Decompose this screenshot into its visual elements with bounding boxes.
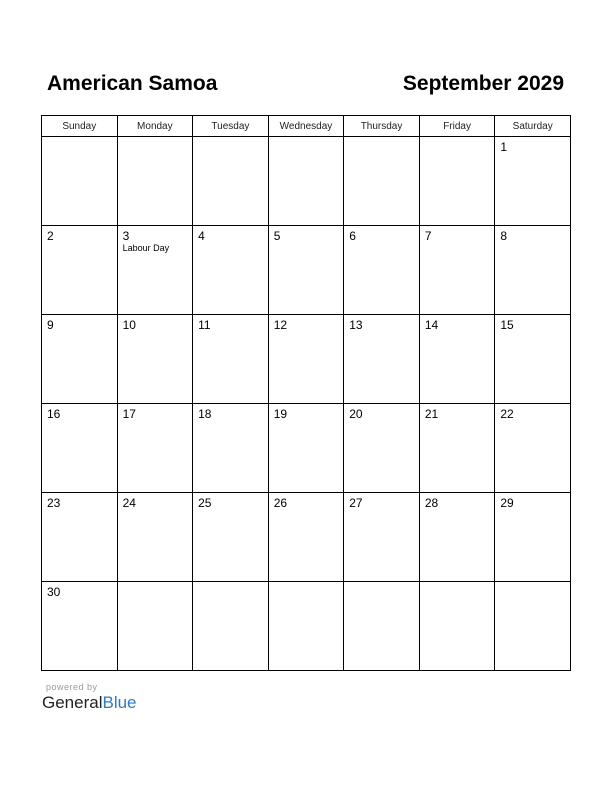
day-number: 13 xyxy=(349,318,363,332)
weekday-header: Wednesday xyxy=(268,116,344,137)
day-number: 4 xyxy=(198,229,205,243)
day-number: 11 xyxy=(198,318,211,332)
day-number: 23 xyxy=(47,496,61,510)
day-cell xyxy=(42,315,118,404)
day-number: 26 xyxy=(273,496,288,510)
day-cell xyxy=(344,582,420,671)
day-number: 24 xyxy=(122,496,136,510)
day-cell xyxy=(495,493,571,582)
region-title: American Samoa xyxy=(47,72,218,95)
day-cell xyxy=(193,226,269,315)
day-cell xyxy=(419,315,495,404)
weekday-header: Thursday xyxy=(344,116,420,137)
weekday-header-row xyxy=(42,116,571,137)
day-number: 8 xyxy=(500,229,508,243)
day-number: 21 xyxy=(424,407,439,421)
day-cell xyxy=(268,404,344,493)
weekday-header: Tuesday xyxy=(193,116,269,137)
day-cell xyxy=(193,493,269,582)
day-cell xyxy=(117,493,193,582)
day-cell xyxy=(419,137,495,226)
day-cell xyxy=(419,404,495,493)
day-number: 1 xyxy=(500,140,508,154)
week-row xyxy=(42,226,571,315)
weekday-header: Friday xyxy=(419,116,495,137)
day-cell xyxy=(117,315,193,404)
day-cell xyxy=(419,493,495,582)
day-number: 7 xyxy=(424,229,432,243)
weekday-header: Saturday xyxy=(495,116,571,137)
day-number: 17 xyxy=(122,407,136,421)
day-cell xyxy=(495,404,571,493)
day-number: 28 xyxy=(424,496,439,510)
day-cell xyxy=(193,137,269,226)
day-cell xyxy=(495,582,571,671)
day-cell xyxy=(42,226,118,315)
day-cell xyxy=(344,404,420,493)
week-row xyxy=(42,137,571,226)
day-cell xyxy=(117,404,193,493)
day-cell xyxy=(193,582,269,671)
day-cell xyxy=(495,226,571,315)
powered-by-label: powered by xyxy=(46,682,98,692)
week-row xyxy=(42,404,571,493)
day-cell xyxy=(344,137,420,226)
holiday-label: Labour Day xyxy=(122,243,170,253)
day-cell xyxy=(268,582,344,671)
day-number: 19 xyxy=(273,407,288,421)
day-cell xyxy=(268,493,344,582)
day-number: 29 xyxy=(500,496,514,510)
day-number: 10 xyxy=(122,318,136,332)
day-number: 27 xyxy=(349,496,363,510)
week-row xyxy=(42,315,571,404)
day-cell xyxy=(42,582,118,671)
day-number: 30 xyxy=(47,585,61,599)
day-number: 25 xyxy=(198,496,212,510)
day-number: 12 xyxy=(273,318,288,332)
day-cell xyxy=(344,493,420,582)
brand-general-text: General xyxy=(42,693,103,712)
day-cell xyxy=(42,493,118,582)
day-number: 15 xyxy=(500,318,514,332)
day-cell xyxy=(117,582,193,671)
day-number: 20 xyxy=(349,407,363,421)
day-cell xyxy=(42,404,118,493)
day-number: 2 xyxy=(47,229,54,243)
day-cell xyxy=(268,315,344,404)
month-year-title: September 2029 xyxy=(402,72,564,95)
brand-blue-text: Blue xyxy=(102,693,137,712)
day-cell xyxy=(419,582,495,671)
day-cell xyxy=(117,137,193,226)
day-cell xyxy=(193,404,269,493)
day-cell xyxy=(495,315,571,404)
day-number: 3 xyxy=(122,229,130,243)
day-cell xyxy=(344,226,420,315)
weekday-header: Sunday xyxy=(42,116,118,137)
day-number: 9 xyxy=(47,318,54,332)
day-cell xyxy=(419,226,495,315)
week-row xyxy=(42,582,571,671)
day-number: 16 xyxy=(47,407,61,421)
day-cell xyxy=(268,226,344,315)
day-number: 22 xyxy=(500,407,514,421)
day-cell xyxy=(495,137,571,226)
generalblue-logo[interactable] xyxy=(42,693,137,713)
day-cell xyxy=(193,315,269,404)
day-cell xyxy=(344,315,420,404)
week-row xyxy=(42,493,571,582)
calendar-grid xyxy=(41,115,571,671)
day-number: 5 xyxy=(273,229,281,243)
day-cell xyxy=(42,137,118,226)
day-number: 14 xyxy=(424,318,439,332)
day-cell xyxy=(268,137,344,226)
day-number: 18 xyxy=(198,407,212,421)
day-cell xyxy=(117,226,193,315)
weekday-header: Monday xyxy=(117,116,193,137)
day-number: 6 xyxy=(349,229,356,243)
